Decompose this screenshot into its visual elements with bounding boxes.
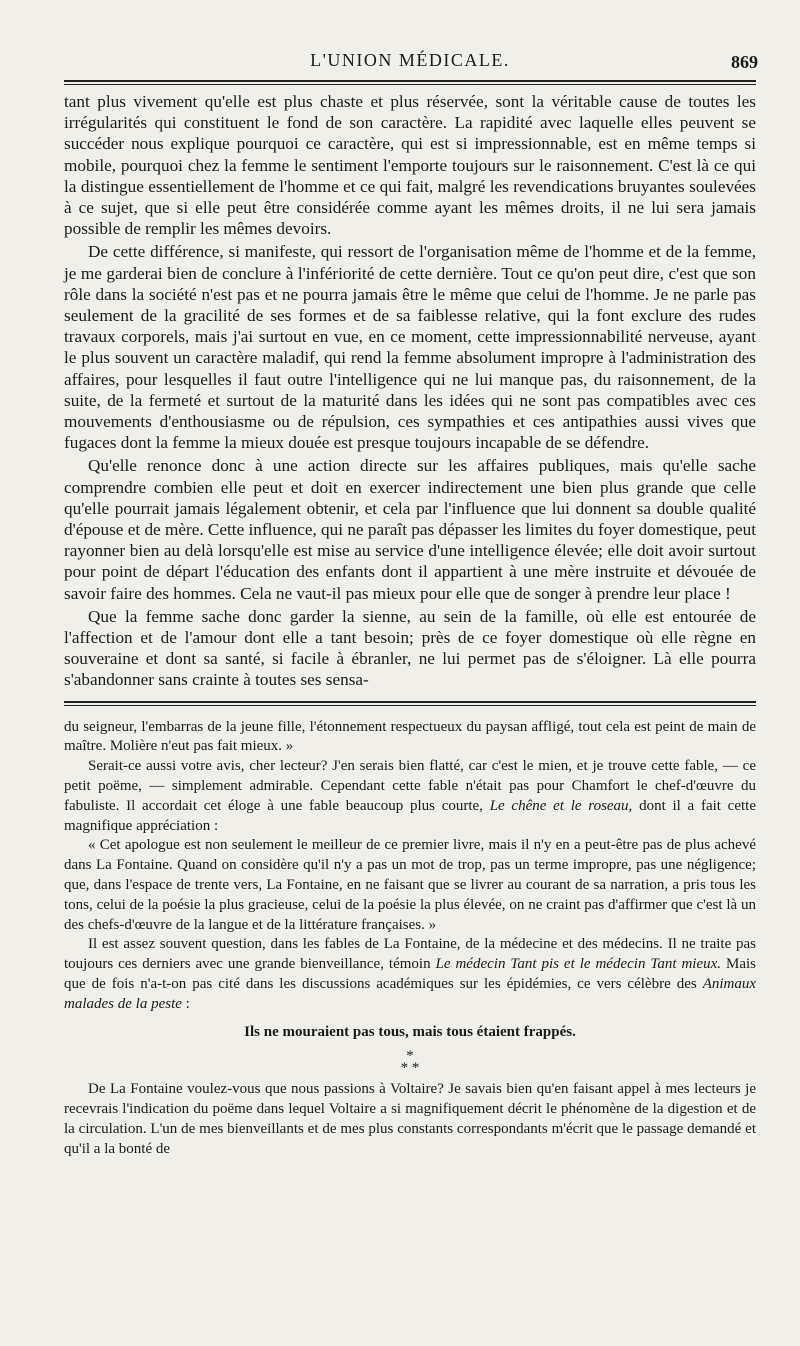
note-4-text-b: Mais que de fois n'a-t-on pas cité dans les discussions académiques sur les épidémies, ce vers célèbre des [64, 956, 756, 993]
asterism [64, 1048, 756, 1077]
header-rule [64, 80, 756, 85]
asterism-top: * [406, 1048, 414, 1065]
asterism-bottom: * * [400, 1060, 420, 1077]
fable-title-chene: Le chêne et le roseau, [489, 797, 633, 814]
paragraph-1: tant plus vivement qu'elle est plus chaste et plus réservée, sont la véritable cause de toutes les irrégularités qui constituent le fond de son caractère. La rapidité avec laquelle elles peuvent se succéder nous explique pourquoi ce caractère, qui est si impressionnable, est en même temps si mobile, pourquoi chez la femme le sentiment l'emporte toujours sur le raisonnement. C'est là ce qui la distingue essentiellement de l'homme et ce qui fait, malgré les revendications bruyantes soulevées à ce sujet, que si elle peut être considérée comme ayant les mêmes droits, il ne lui sera jamais possible de remplir les mêmes devoirs. [64, 92, 756, 239]
note-paragraph-5: De La Fontaine voulez-vous que nous passions à Voltaire? Je savais bien qu'en faisant appel à mes lecteurs je recevrais l'indication du poëme dans lequel Voltaire a si magnifiquement décrit le phénomène de la digestion et de la circulation. L'un de mes bienveillants et de mes plus constants correspondants m'écrit que le passage demandé et qu'il a la bonté de [64, 1081, 756, 1157]
main-text [64, 91, 756, 691]
paragraph-4: Que la femme sache donc garder la sienne, au sein de la famille, où elle est entourée de l'affection et de l'amour dont elle a tant besoin; près de ce foyer domestique où elle règne en souveraine et dont sa santé, si facile à ébranler, ne lui permet pas de s'éloigner. Là elle pourra s'abandonner sans crainte à toutes ses sensa- [64, 606, 756, 690]
note-paragraph-4 [64, 935, 756, 1014]
paragraph-3: Qu'elle renonce donc à une action directe sur les affaires publiques, mais qu'elle sache comprendre combien elle peut et doit en exercer indirectement une bien plus grande que celle qu'elle pourrait jamais légalement obtenir, et cela par l'influence que lui donnent sa double qualité d'épouse et de mère. Cette influence, qui ne paraît pas dépasser les limites du foyer domestique, peut rayonner bien au delà lorsqu'elle est mise au service d'une intelligence élevée; elle doit avoir surtout pour point de départ l'éducation des enfants dont il appartient à une mère instruite et dévouée de savoir faire des hommes. Cela ne vaut-il pas mieux pour elle que de songer à prendre leur place ! [64, 456, 756, 603]
fable-title-peste: Animaux malades de la peste [64, 976, 757, 1012]
feuilleton-rule [64, 701, 756, 706]
paragraph-2: De cette différence, si manifeste, qui ressort de l'organisation même de l'homme et de la femme, je me garderai bien de conclure à l'infériorité de cette dernière. Tout ce qu'on peut dire, c'est que son rôle dans la société n'est pas et ne pourra jamais être le même que celui de l'homme. Je ne parle pas seulement de la gracilité de ses formes et de sa faiblesse relative, qui la font exclure des rudes travaux corporels, mais j'ai surtout en vue, en ce moment, cette impressionnabilité nerveuse, ayant le plus souvent un caractère maladif, qui rend la femme absolument impropre à l'administration des affaires, pour lesquelles il faut outre l'intelligence qui ne lui manque pas, du raisonnement, de la suite, de la fermeté et surtout de la maturité dans les idées qui ne sont pas compatibles avec ces mouvements d'enthousiasme ou de répulsion, ces sympathies et ces antipathies aussi vives que fugaces dont la femme la mieux douée est presque toujours incapable de se défendre. [64, 242, 756, 453]
feuilleton-text [64, 718, 756, 1160]
running-title: L'UNION MÉDICALE. [310, 50, 510, 70]
page-header [64, 0, 756, 80]
fable-title-medecin: Le médecin Tant pis et le médecin Tant mieux. [435, 956, 722, 973]
note-paragraph-3: « Cet apologue est non seulement le meilleur de ce premier livre, mais il n'y en a peut-être pas de plus achevé dans La Fontaine. Quand on considère qu'il n'y a pas un mot de trop, pas un terme impropre, pas une négligence; que, dans l'espace de trente vers, La Fontaine, en ne faisant que se livrer au courant de sa narration, a pris tous les tons, celui de la poésie la plus gracieuse, celui de la poésie la plus élevée, on ne craint pas d'affirmer que c'est là un des chefs-d'œuvre de la langue et de la littérature françaises. » [64, 837, 756, 933]
note-2-text-a: Serait-ce aussi votre avis, cher lecteur? J'en serais bien flatté, car c'est le mien, et je trouve cette fable, — ce petit poëme, — simplement admirable. Cependant cette fable n'était pas pour Chamfort le chef-d'œuvre du fabuliste. Il accordait cet éloge à une fable beaucoup plus courte, [64, 758, 756, 814]
note-4-text-c: : [185, 995, 190, 1012]
note-paragraph-2 [64, 757, 756, 836]
note-2-text-b: dont il a fait cette magnifique appréciation : [64, 797, 756, 834]
verse-quote: Ils ne mouraient pas tous, mais tous étaient frappés. [244, 1023, 576, 1040]
note-paragraph-1: du seigneur, l'embarras de la jeune fille, l'étonnement respectueux du paysan affligé, tout cela est peint de main de maître. Molière n'eut pas fait mieux. » [64, 718, 756, 755]
note-4-text-a: Il est assez souvent question, dans les fables de La Fontaine, de la médecine et des médecins. Il ne traite pas toujours ces derniers avec une grande bienveillance, témoin [64, 936, 756, 973]
page-number: 869 [731, 52, 758, 72]
